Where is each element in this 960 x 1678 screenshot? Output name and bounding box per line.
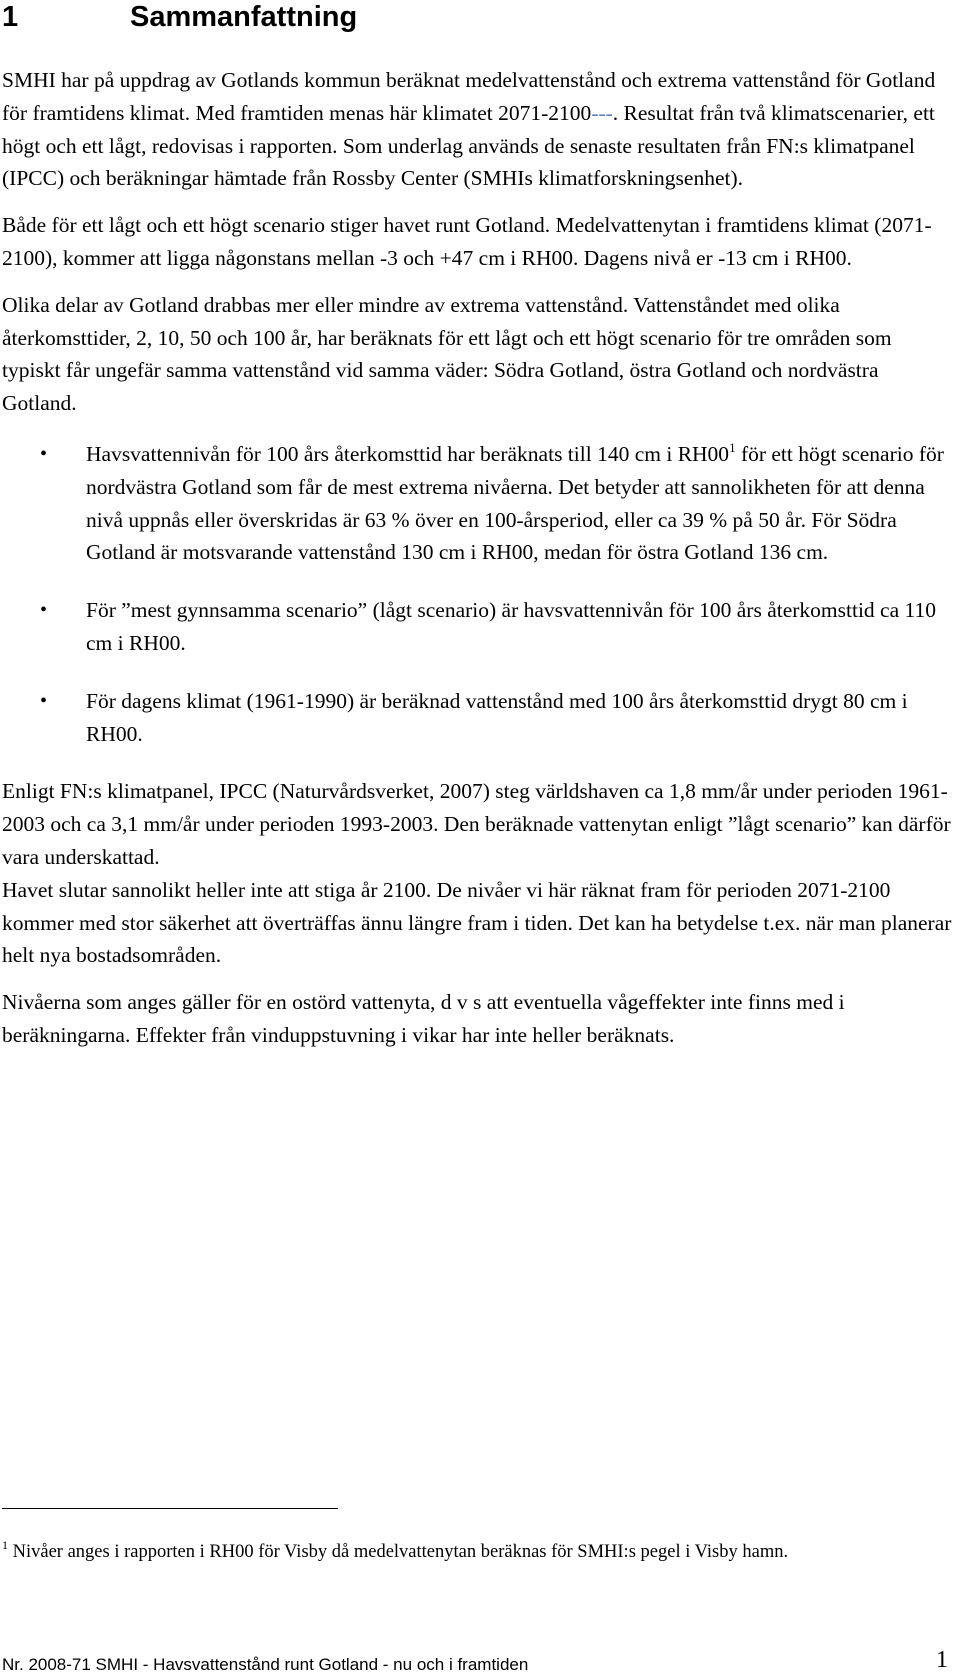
bullet-marker: • — [40, 442, 48, 465]
section-title: Sammanfattning — [130, 1, 358, 33]
paragraph-wave-effects: Nivåerna som anges gäller för en ostörd vattenyta, d v s att eventuella vågeffekter inte finns med i beräkningarna. Effekter från vinduppstuvning i vikar har inte heller beräknats. — [2, 990, 845, 1047]
paragraph-ipcc: Enligt FN:s klimatpanel, IPCC (Naturvårdsverket, 2007) steg världshaven ca 1,8 mm/år under perioden 1961-2003 och ca 3,1 mm/år under perioden 1993-2003. Den beräknade vattenytan enligt ”lågt scenario” kan därför vara underskattad. — [2, 779, 951, 869]
section-number: 1 — [2, 1, 19, 33]
paragraph-intro — [2, 64, 952, 195]
bullet-marker: • — [40, 689, 48, 712]
bullet-list — [2, 438, 952, 750]
bullet-item — [2, 438, 952, 569]
section-heading — [2, 0, 357, 34]
bullet-item — [2, 685, 952, 751]
paragraph-intro-text-b: . Resultat från två klimatscenarier, ett högt och ett lågt, redovisas i rapporten. Som underlag används de senaste resultaten från FN:s klimatpanel (IPCC) och beräkningar hämtade från Rossby Center (SMHIs klimatforskningsenhet). — [2, 100, 935, 191]
bullet-text: För dagens klimat (1961-1990) är beräknad vattenstånd med 100 års återkomsttid drygt 80 cm i RH00. — [86, 688, 908, 746]
bullet-text: För ”mest gynnsamma scenario” (lågt scenario) är havsvattennivån för 100 års återkomsttid ca 110 cm i RH00. — [86, 598, 936, 655]
footnote-text: Nivåer anges i rapporten i RH00 för Visby då medelvattenytan beräknas för SMHI:s pegel i Visby hamn. — [8, 1542, 789, 1562]
document-body — [2, 64, 952, 1066]
footnote-marker: 1 — [2, 1538, 8, 1552]
bullet-text-a: Havsvattennivån för 100 års återkomsttid har beräknats till 140 cm i RH00 — [86, 441, 730, 466]
paragraph-sea-level: Både för ett lågt och ett högt scenario stiger havet runt Gotland. Medelvattenytan i framtidens klimat (2071-2100), kommer att ligga någonstans mellan -3 och +47 cm i RH00. Dagens nivå er -13 cm i RH00. — [2, 213, 932, 270]
page-footer: Nr. 2008-71 SMHI - Havsvattenstånd runt Gotland - nu och i framtiden — [2, 1655, 529, 1674]
bullet-item — [2, 594, 952, 660]
paragraph-intro-text-a: SMHI har på uppdrag av Gotlands kommun beräknat medelvattenstånd och extrema vattenstånd för Gotland för framtidens klimat. Med framtiden menas här klimatet 2071-2100 — [2, 68, 936, 125]
footnote — [2, 1538, 952, 1567]
paragraph-extreme-levels: Olika delar av Gotland drabbas mer eller mindre av extrema vattenstånd. Vattenståndet med olika återkomsttider, 2, 10, 50 och 100 år, har beräknats för ett lågt och ett högt scenario för tre områden som typiskt får ungefär samma vattenstånd vid samma väder: Södra Gotland, östra Gotland och nordvästra Gotland. — [2, 292, 892, 416]
bullet-text-b: för ett högt scenario för nordvästra Gotland som får de mest extrema nivåerna. Det betyder att sannolikheten för att denna nivå uppnås eller överskridas är 63 % över en 100-årsperiod, eller ca 39 % på 50 år. För Södra Gotland är motsvarande vattenstånd 130 cm i RH00, medan för östra Gotland 136 cm. — [86, 441, 944, 565]
footnote-separator — [2, 1508, 338, 1509]
paragraph-intro-dashes: --- — [591, 100, 613, 125]
bullet-marker: • — [40, 599, 48, 622]
paragraph-future-rise: Havet slutar sannolikt heller inte att stiga år 2100. De nivåer vi här räknat fram för perioden 2071-2100 kommer med stor säkerhet att överträffas ännu längre fram i tiden. Det kan ha betydelse t.ex. när man planerar helt nya bostadsområden. — [2, 877, 952, 968]
page-number: 1 — [936, 1647, 948, 1673]
footnote-reference[interactable]: 1 — [729, 439, 736, 455]
